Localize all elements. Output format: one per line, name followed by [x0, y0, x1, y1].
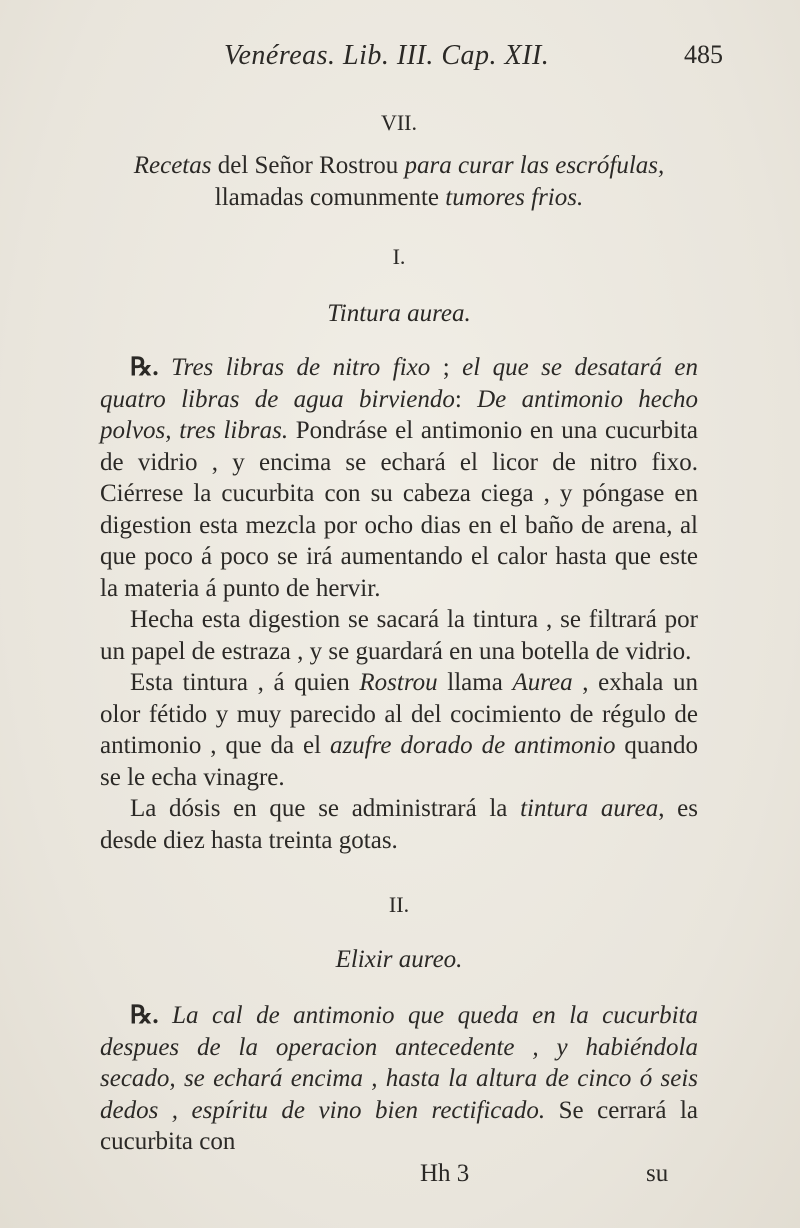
paragraph-span: tintura aurea	[520, 795, 659, 822]
signature-mark: Hh 3	[420, 1160, 470, 1187]
paragraph-span: Pondráse el antimonio en una cucurbita de vidrio , y encima se echará el licor de nitro fixo. Ciérrese la cucurbita con su cabeza ciega , y póngase en digestion esta mezcla por ocho dias en el baño de arena, al que poco á poco se irá aumentando el calor hasta que este la materia á punto de hervir.	[100, 417, 698, 602]
recipe-paragraph	[100, 667, 698, 793]
paragraph-span: quando se le echa vinagre.	[100, 732, 698, 791]
paragraph-span: , exhala un olor fétido y muy parecido al del cocimiento de régulo de antimonio , que da el	[100, 669, 699, 759]
paragraph-span: Esta tintura , á quien	[130, 669, 360, 696]
paragraph-span: ;	[430, 354, 463, 381]
paragraph-span: Rostrou	[359, 669, 438, 696]
paragraph-span: :	[454, 385, 478, 413]
recipe-number: I.	[392, 244, 406, 269]
text-block	[100, 108, 698, 1158]
recipe-paragraph	[100, 352, 698, 604]
heading-part: para curar las escrófulas,	[404, 152, 665, 179]
recipe-symbol: ℞.	[130, 1002, 159, 1029]
page-number: 485	[684, 40, 723, 69]
recipe-title	[100, 944, 698, 976]
recipe-symbol: ℞.	[130, 354, 159, 381]
paragraph-span: Tres libras de nitro fixo	[158, 354, 431, 381]
recipe-title-text: Tintura aurea.	[327, 300, 471, 327]
heading-part: llamadas comunmente	[214, 184, 446, 211]
heading-part: del Señor Rostrou	[211, 152, 405, 179]
paragraph-span: el que se desatará en quatro libras de agua birviendo	[100, 354, 699, 413]
heading-part: Recetas	[133, 152, 212, 179]
catchword: su	[646, 1160, 669, 1187]
paragraph-span: , es desde diez hasta treinta gotas.	[100, 795, 698, 854]
recipe-paragraph	[100, 1000, 698, 1158]
paragraph-span: Se cerrará la cucurbita con	[100, 1096, 698, 1155]
recipe-paragraph	[100, 793, 698, 856]
paragraph-span: La cal de antimonio que queda en la cucurbita despues de la operacion antecedente , y habiéndola secado, se echará encima , hasta la altura de cinco ó seis dedos , espíritu de vino bien rectificado.	[100, 1002, 698, 1124]
paragraph-span: De antimonio hecho polvos, tres libras.	[100, 385, 698, 444]
paragraph-span: La dósis en que se administrará la	[130, 795, 521, 822]
paragraph-span: llama	[437, 669, 513, 696]
recipe-title	[100, 298, 698, 330]
section-heading	[100, 150, 698, 214]
paragraph-span: azufre dorado de antimonio	[329, 732, 616, 759]
running-head-title: Venéreas. Lib. III. Cap. XII.	[224, 40, 550, 71]
running-head	[0, 40, 800, 80]
page-footer	[0, 1160, 800, 1192]
heading-part: tumores frios.	[445, 184, 584, 211]
section-number: VII.	[380, 110, 418, 135]
recipe-number: II.	[388, 892, 410, 917]
recipe-title-text: Elixir aureo.	[335, 946, 463, 973]
paragraph-span: Aurea	[512, 669, 573, 696]
recipe-paragraph: Hecha esta digestion se sacará la tintura , se filtrará por un papel de estraza , y se guardará en una botella de vidrio.	[100, 606, 698, 665]
